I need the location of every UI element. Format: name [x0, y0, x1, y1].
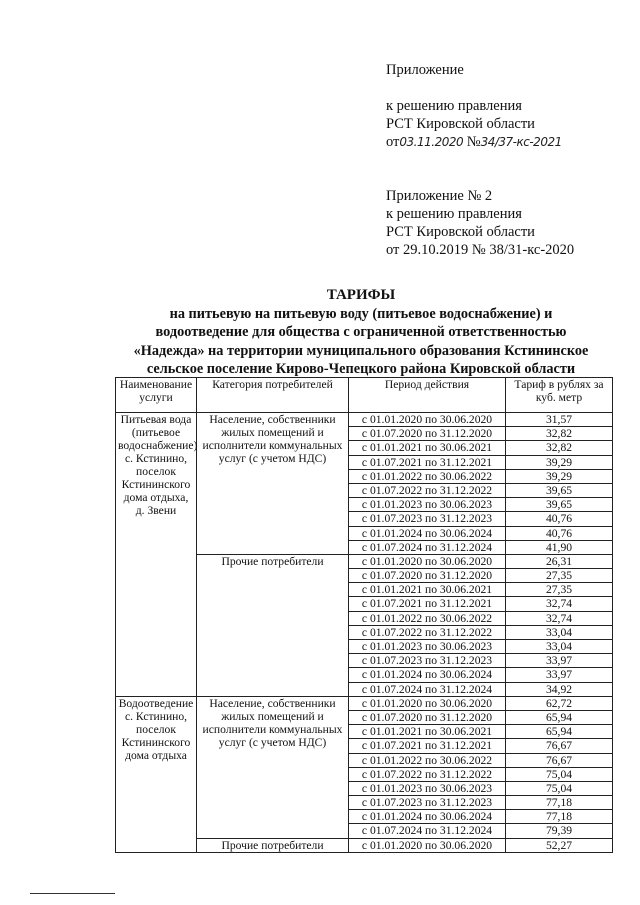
tariff-cell: 32,74 — [506, 611, 613, 625]
period-cell: с 01.01.2020 по 30.06.2020 — [349, 554, 506, 568]
appendix2-line3: от 29.10.2019 № 38/31-кс-2020 — [386, 242, 575, 258]
period-cell: с 01.01.2022 по 30.06.2022 — [349, 753, 506, 767]
table-row — [116, 696, 613, 710]
table-header-row — [116, 378, 613, 413]
title-line: сельское поселение Кирово-Чепецкого района Кировской области — [146, 361, 576, 377]
tariff-cell: 32,74 — [506, 597, 613, 611]
table-row — [116, 413, 613, 427]
column-header-category: Категория потребителей — [197, 378, 349, 413]
tariff-cell: 77,18 — [506, 796, 613, 810]
tariff-cell: 75,04 — [506, 767, 613, 781]
tariff-cell: 75,04 — [506, 781, 613, 795]
tariff-cell: 31,57 — [506, 413, 613, 427]
appendix2-title: Приложение № 2 — [386, 188, 493, 204]
category-cell: Прочие потребители — [197, 838, 349, 852]
period-cell: с 01.01.2023 по 30.06.2023 — [349, 781, 506, 795]
service-name-cell: Питьевая вода (питьевое водоснабжение) с. Кстинино, поселок Кстининского дома отдыха, д. Звени — [116, 413, 197, 697]
period-cell: с 01.01.2023 по 30.06.2023 — [349, 640, 506, 654]
period-cell: с 01.07.2021 по 31.12.2021 — [349, 597, 506, 611]
period-cell: с 01.07.2020 по 31.12.2020 — [349, 427, 506, 441]
tariff-cell: 34,92 — [506, 682, 613, 696]
period-cell: с 01.07.2023 по 31.12.2023 — [349, 796, 506, 810]
category-cell: Население, собственники жилых помещений и исполнители коммунальных услуг (с учетом НДС) — [197, 696, 349, 838]
column-header-tariff: Тариф в рублях за куб. метр — [506, 378, 613, 413]
period-cell: с 01.01.2020 по 30.06.2020 — [349, 696, 506, 710]
category-cell: Население, собственники жилых помещений и исполнители коммунальных услуг (с учетом НДС) — [197, 413, 349, 555]
tariff-cell: 77,18 — [506, 810, 613, 824]
footnote-divider — [30, 893, 115, 894]
tariff-cell: 40,76 — [506, 512, 613, 526]
period-cell: с 01.01.2024 по 30.06.2024 — [349, 810, 506, 824]
period-cell: с 01.01.2020 по 30.06.2020 — [349, 413, 506, 427]
decision-date-line — [386, 133, 562, 151]
number-prefix: № — [466, 134, 481, 150]
period-cell: с 01.01.2022 по 30.06.2022 — [349, 611, 506, 625]
period-cell: с 01.01.2020 по 30.06.2020 — [349, 838, 506, 852]
tariff-cell: 76,67 — [506, 753, 613, 767]
title-line: «Надежда» на территории муниципального образования Кстининское — [133, 342, 589, 359]
period-cell: с 01.01.2022 по 30.06.2022 — [349, 469, 506, 483]
tariff-cell: 39,29 — [506, 469, 613, 483]
decision-line1: к решению правления — [386, 98, 522, 114]
period-cell: с 01.07.2023 по 31.12.2023 — [349, 512, 506, 526]
category-cell: Прочие потребители — [197, 554, 349, 696]
title-heading: ТАРИФЫ — [326, 287, 396, 303]
title-line: на питьевую на питьевую воду (питьевое водоснабжение) и — [169, 305, 553, 322]
title-line: водоотведение для общества с ограниченной ответственностью — [155, 324, 567, 340]
tariff-cell: 32,82 — [506, 427, 613, 441]
tariff-cell: 32,82 — [506, 441, 613, 455]
tariff-cell: 39,65 — [506, 483, 613, 497]
tariff-cell: 33,04 — [506, 625, 613, 639]
tariff-cell: 27,35 — [506, 583, 613, 597]
column-header-service: Наименование услуги — [116, 378, 197, 413]
tariff-cell: 62,72 — [506, 696, 613, 710]
tariff-cell: 39,29 — [506, 455, 613, 469]
period-cell: с 01.07.2020 по 31.12.2020 — [349, 569, 506, 583]
tariff-cell: 26,31 — [506, 554, 613, 568]
tariff-cell: 33,97 — [506, 668, 613, 682]
period-cell: с 01.07.2021 по 31.12.2021 — [349, 455, 506, 469]
period-cell: с 01.07.2020 по 31.12.2020 — [349, 710, 506, 724]
tariff-cell: 33,97 — [506, 654, 613, 668]
period-cell: с 01.01.2024 по 30.06.2024 — [349, 668, 506, 682]
period-cell: с 01.07.2022 по 31.12.2022 — [349, 767, 506, 781]
tariff-cell: 65,94 — [506, 710, 613, 724]
period-cell: с 01.01.2021 по 30.06.2021 — [349, 441, 506, 455]
tariff-cell: 65,94 — [506, 725, 613, 739]
date-prefix: от — [386, 134, 400, 150]
period-cell: с 01.07.2024 по 31.12.2024 — [349, 540, 506, 554]
tariff-table — [115, 377, 613, 853]
appendix2-line2: РСТ Кировской области — [386, 224, 535, 240]
period-cell: с 01.07.2023 по 31.12.2023 — [349, 654, 506, 668]
period-cell: с 01.07.2024 по 31.12.2024 — [349, 682, 506, 696]
period-cell: с 01.01.2024 по 30.06.2024 — [349, 526, 506, 540]
decision-line2: РСТ Кировской области — [386, 116, 535, 132]
period-cell: с 01.01.2021 по 30.06.2021 — [349, 583, 506, 597]
period-cell: с 01.07.2021 по 31.12.2021 — [349, 739, 506, 753]
period-cell: с 01.07.2022 по 31.12.2022 — [349, 625, 506, 639]
period-cell: с 01.07.2024 по 31.12.2024 — [349, 824, 506, 838]
tariff-cell: 39,65 — [506, 498, 613, 512]
period-cell: с 01.01.2021 по 30.06.2021 — [349, 725, 506, 739]
tariff-cell: 52,27 — [506, 838, 613, 852]
document-title — [110, 286, 612, 379]
tariff-cell: 33,04 — [506, 640, 613, 654]
period-cell: с 01.07.2022 по 31.12.2022 — [349, 483, 506, 497]
tariff-cell: 79,39 — [506, 824, 613, 838]
service-name-cell: Водоотведение с. Кстинино, поселок Кстининского дома отдыха — [116, 696, 197, 852]
handwritten-date: 03.11.2020 — [399, 135, 464, 149]
tariff-cell: 76,67 — [506, 739, 613, 753]
appendix2-line1: к решению правления — [386, 206, 522, 222]
tariff-cell: 40,76 — [506, 526, 613, 540]
appendix-title: Приложение — [386, 62, 464, 78]
period-cell: с 01.01.2023 по 30.06.2023 — [349, 498, 506, 512]
column-header-period: Период действия — [349, 378, 506, 413]
tariff-cell: 41,90 — [506, 540, 613, 554]
handwritten-number: 34/37-кс-2021 — [480, 135, 562, 149]
tariff-cell: 27,35 — [506, 569, 613, 583]
